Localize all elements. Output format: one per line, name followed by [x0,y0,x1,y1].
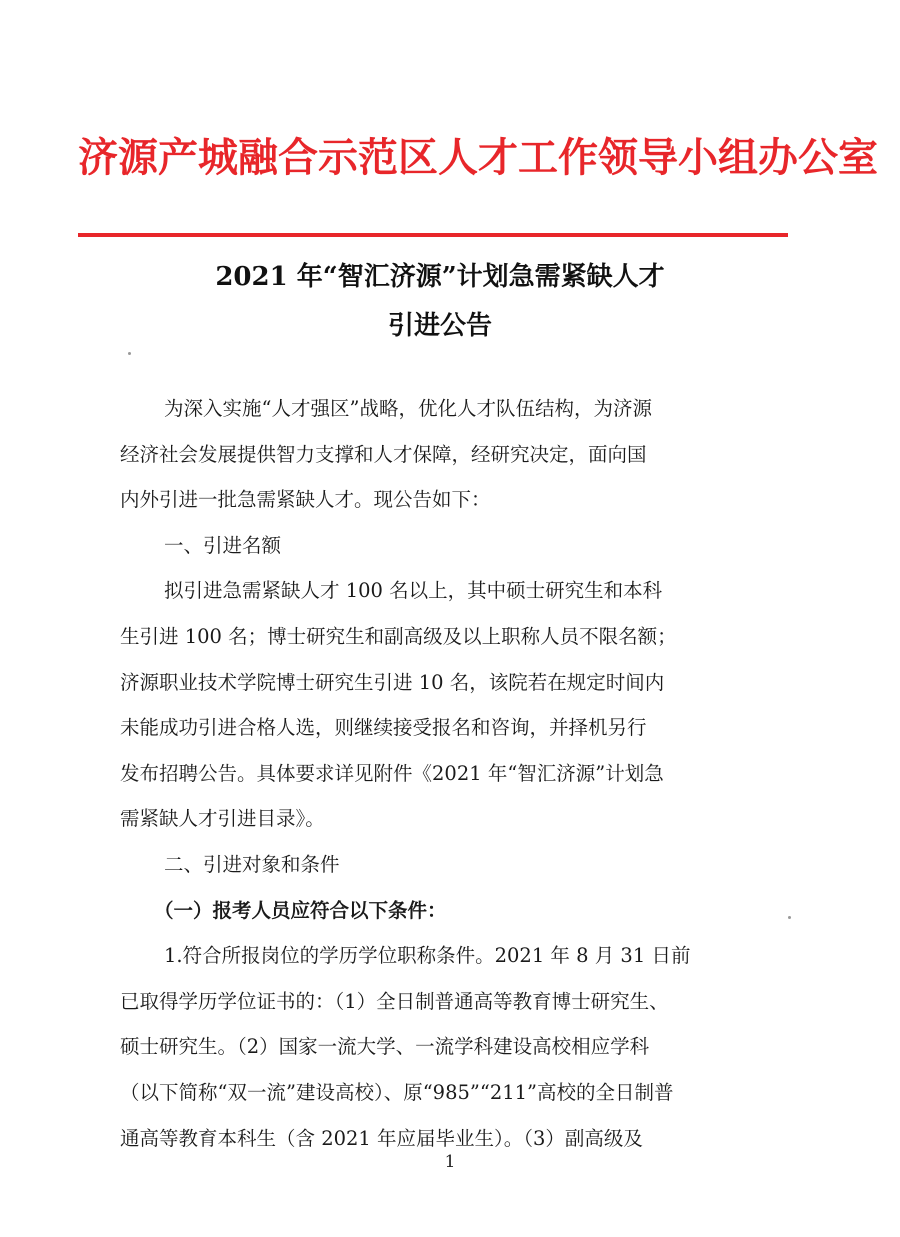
paragraph-line: 经济社会发展提供智力支撑和人才保障，经研究决定，面向国 [120,443,647,466]
document-title-line-1: 2021 年“智汇济源”计划急需紧缺人才 [215,262,665,292]
paragraph-line: 内外引进一批急需紧缺人才。现公告如下： [120,488,491,511]
scan-speck [128,352,131,355]
paragraph-line: 拟引进急需紧缺人才 100 名以上，其中硕士研究生和本科 [164,579,663,602]
paragraph-line: 1.符合所报岗位的学历学位职称条件。2021 年 8 月 31 日前 [164,944,691,967]
paragraph-line: 为深入实施“人才强区”战略，优化人才队伍结构，为济源 [164,397,652,420]
paragraph-line: 通高等教育本科生（含 2021 年应届毕业生）。（3）副高级及 [120,1127,643,1150]
paragraph-line: 生引进 100 名；博士研究生和副高级及以上职称人员不限名额； [120,625,677,648]
paragraph-line: 济源职业技术学院博士研究生引进 10 名，该院若在规定时间内 [120,671,665,694]
section-heading: 一、引进名额 [164,534,282,557]
paragraph-line: 发布招聘公告。具体要求详见附件《2021 年“智汇济源”计划急 [120,762,664,785]
section-heading: 二、引进对象和条件 [164,853,340,876]
page-number: 1 [444,1152,456,1172]
paragraph-line: 需紧缺人才引进目录》。 [120,807,325,830]
subsection-heading: （一）报考人员应符合以下条件： [154,899,447,922]
paragraph-line: 硕士研究生。（2）国家一流大学、一流学科建设高校相应学科 [120,1035,650,1058]
paragraph-line: 已取得学历学位证书的：（1）全日制普通高等教育博士研究生、 [120,990,669,1013]
scan-speck [788,916,791,919]
paragraph-line: （以下简称“双一流”建设高校）、原“985”“211”高校的全日制普 [120,1081,674,1104]
document-title-line-2: 引进公告 [387,311,492,341]
masthead: 济源产城融合示范区人才工作领导小组办公室 [78,134,878,181]
red-divider [78,233,788,237]
paragraph-line: 未能成功引进合格人选，则继续接受报名和咨询，并择机另行 [120,716,647,739]
